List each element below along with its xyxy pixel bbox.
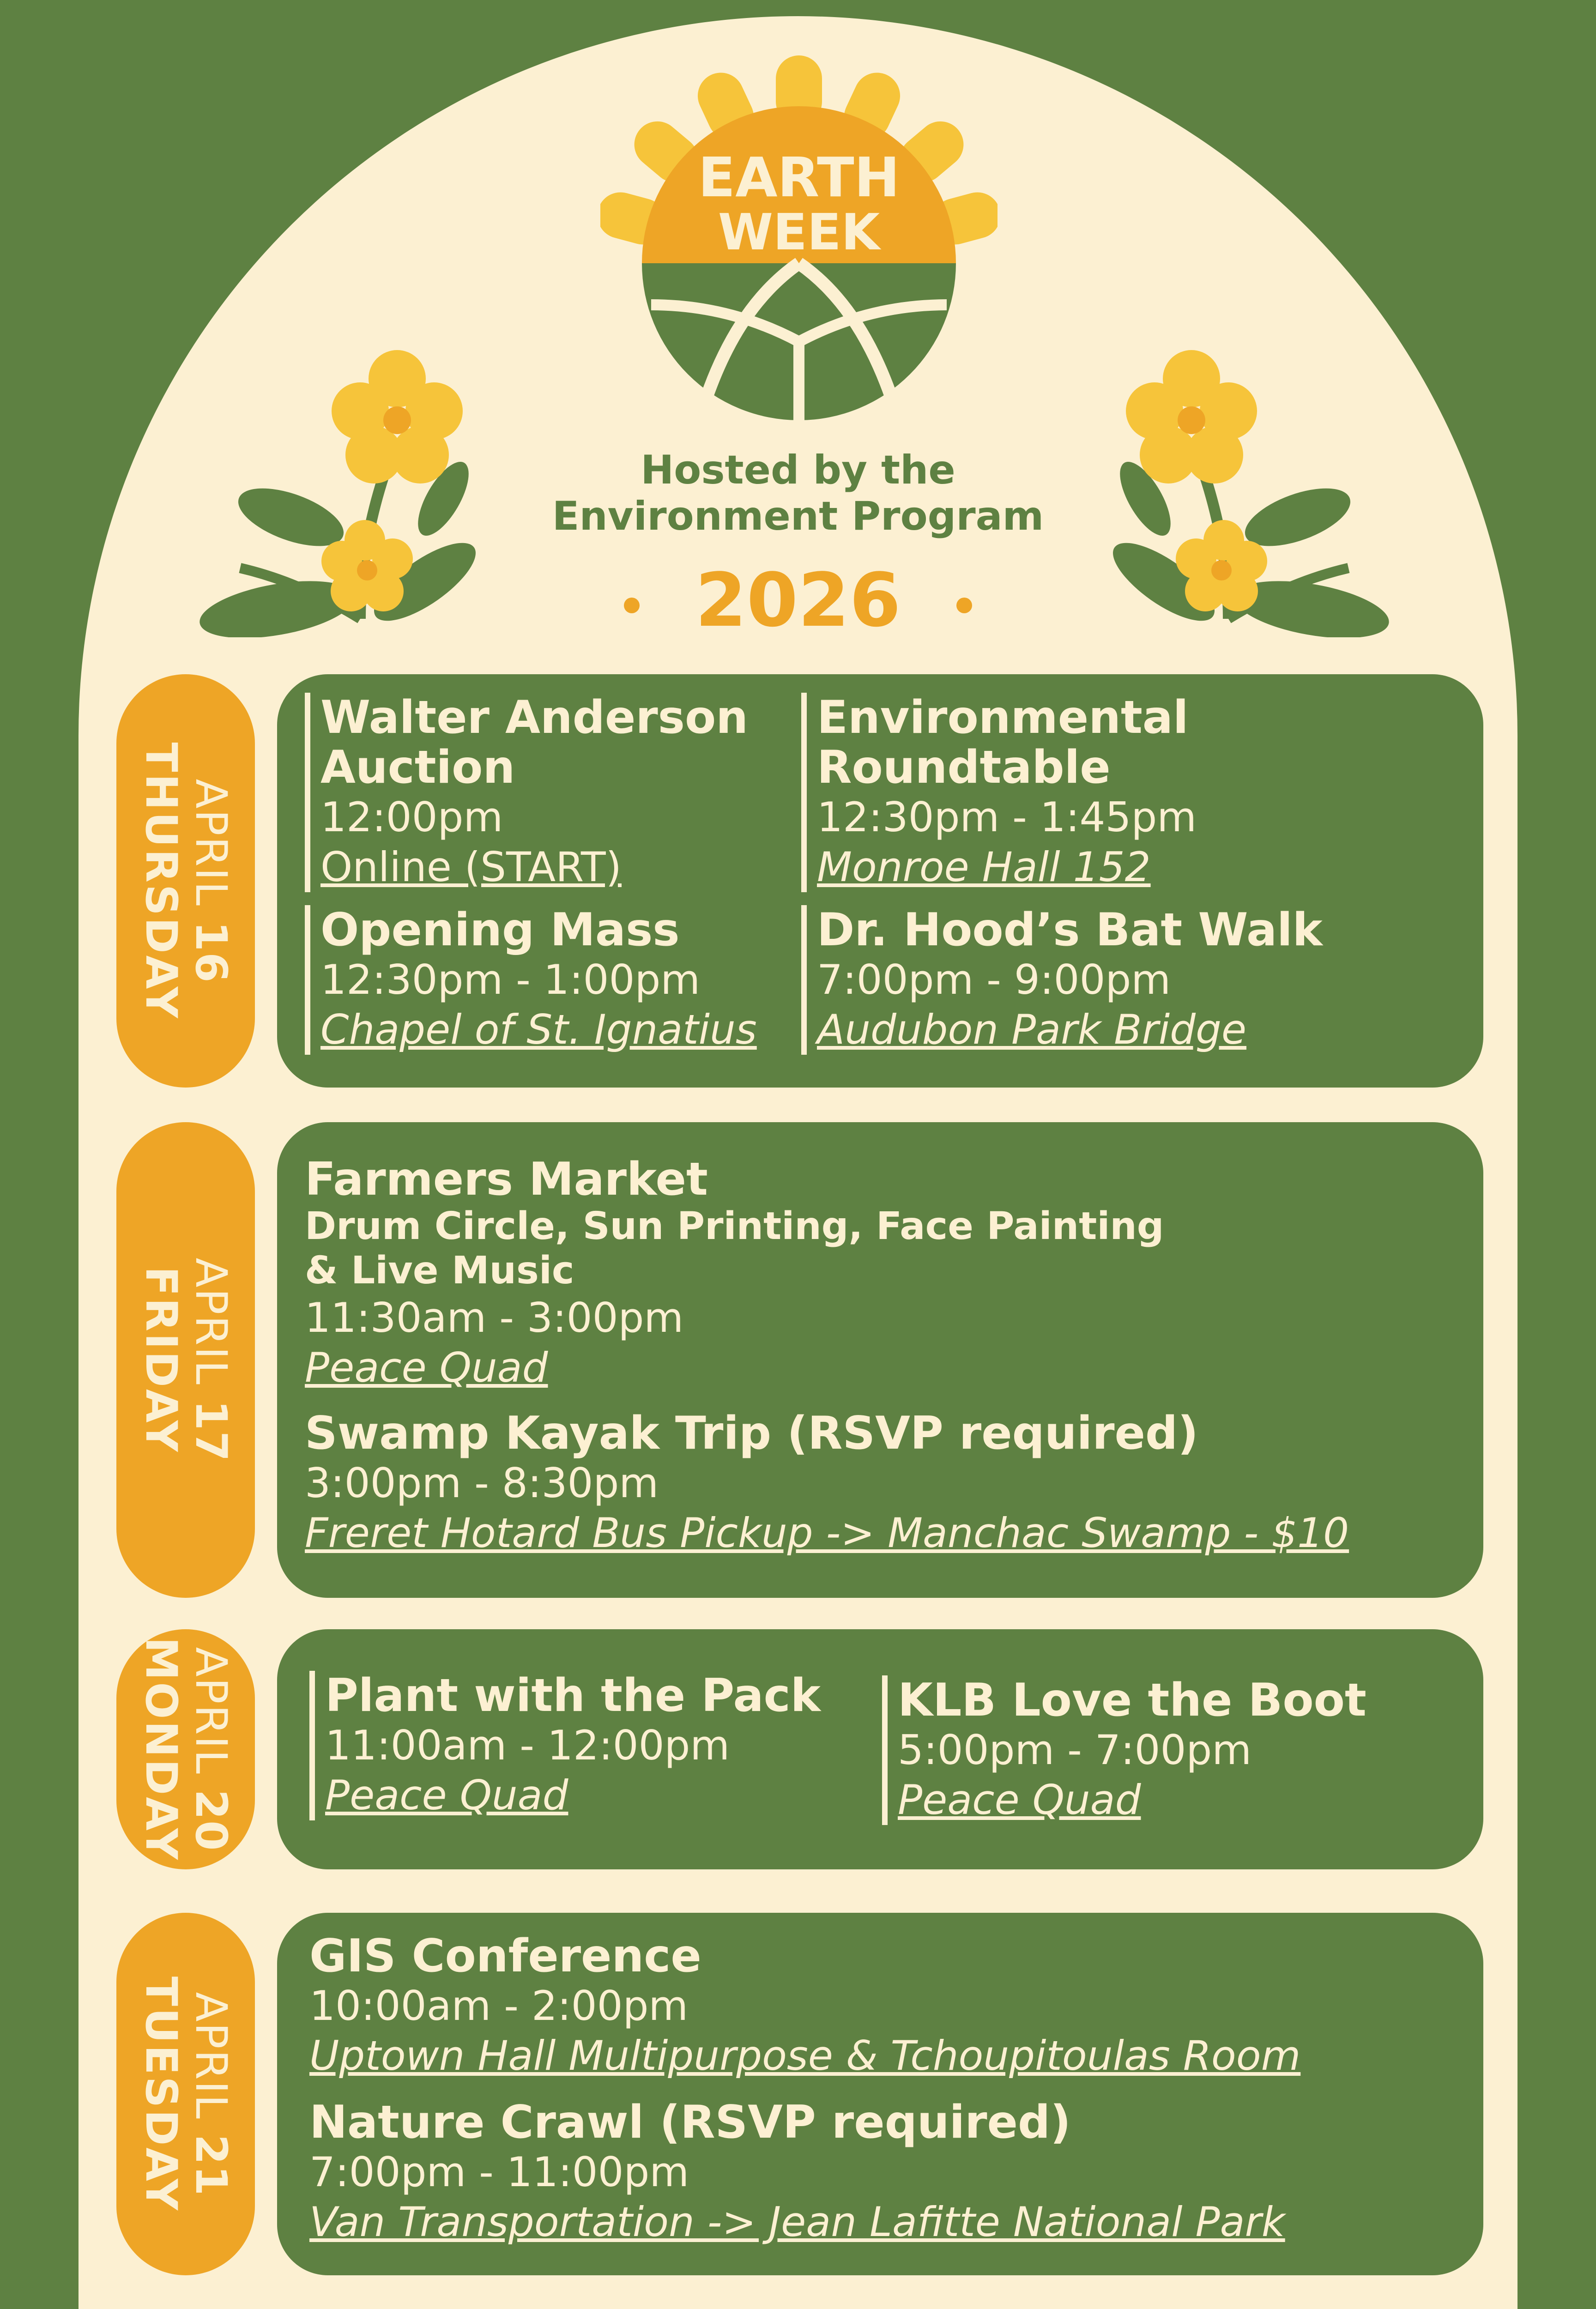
event-time: 5:00pm - 7:00pm bbox=[898, 1726, 1252, 1774]
event-time: 12:30pm - 1:00pm bbox=[320, 956, 701, 1003]
event-time: 10:00am - 2:00pm bbox=[309, 1982, 689, 2030]
day-weekday: FRIDAY bbox=[136, 1266, 186, 1454]
day-number: 21 bbox=[186, 2134, 236, 2197]
event-subtitle-line-2: & Live Music bbox=[305, 1249, 574, 1293]
day-tab-april-17 bbox=[116, 1122, 255, 1598]
event-opening-mass bbox=[305, 905, 757, 1055]
event-title: Swamp Kayak Trip (RSVP required) bbox=[305, 1407, 1198, 1460]
event-location: Freret Hotard Bus Pickup -> Manchac Swamp - $10 bbox=[305, 1509, 1349, 1557]
dot-icon bbox=[956, 598, 972, 613]
event-plant-with-the-pack bbox=[309, 1671, 821, 1820]
year-text: 2026 bbox=[695, 557, 901, 643]
day-card-april-20 bbox=[277, 1629, 1483, 1869]
year-banner bbox=[567, 554, 1029, 647]
event-location: Van Transportation -> Jean Lafitte National Park bbox=[309, 2198, 1285, 2246]
day-number: 16 bbox=[186, 921, 236, 984]
event-title: GIS Conference bbox=[309, 1930, 701, 1983]
event-location: Peace Quad bbox=[898, 1776, 1141, 1824]
day-month: APRIL bbox=[186, 1257, 236, 1385]
day-tab-april-20 bbox=[116, 1629, 255, 1869]
event-nature-crawl bbox=[309, 2097, 1285, 2247]
event-title: Plant with the Pack bbox=[325, 1669, 821, 1722]
logo-word-week: WEEK bbox=[718, 204, 880, 261]
day-month: APRIL bbox=[186, 778, 236, 907]
event-environmental-roundtable bbox=[801, 693, 1197, 892]
day-month: APRIL bbox=[186, 1647, 236, 1775]
event-time: 3:00pm - 8:30pm bbox=[305, 1459, 659, 1507]
day-weekday: THURSDAY bbox=[136, 742, 186, 1020]
day-tab-april-21 bbox=[116, 1913, 255, 2275]
event-location-link[interactable]: Online (START) bbox=[320, 843, 622, 891]
day-weekday: TUESDAY bbox=[136, 1976, 186, 2212]
event-walter-anderson-auction bbox=[305, 693, 748, 892]
hosted-line-2: Environment Program bbox=[552, 493, 1044, 539]
hosted-by bbox=[475, 447, 1121, 539]
hosted-line-1: Hosted by the bbox=[641, 447, 955, 493]
day-number: 17 bbox=[186, 1400, 236, 1463]
dot-icon bbox=[624, 598, 640, 613]
day-month: APRIL bbox=[186, 1991, 236, 2120]
event-time: 12:30pm - 1:45pm bbox=[817, 793, 1197, 841]
day-card-april-17 bbox=[277, 1122, 1483, 1598]
day-card-april-16 bbox=[277, 674, 1483, 1088]
event-time: 11:00am - 12:00pm bbox=[325, 1722, 730, 1769]
event-location: Audubon Park Bridge bbox=[817, 1006, 1247, 1053]
event-title-line-2: Roundtable bbox=[817, 741, 1111, 794]
event-title: Environmental bbox=[817, 691, 1189, 744]
event-title: Dr. Hood’s Bat Walk bbox=[817, 904, 1323, 956]
event-location: Peace Quad bbox=[325, 1771, 568, 1819]
day-weekday: MONDAY bbox=[136, 1637, 186, 1862]
day-number: 20 bbox=[186, 1789, 236, 1852]
event-title: Nature Crawl (RSVP required) bbox=[309, 2096, 1071, 2149]
event-location: Chapel of St. Ignatius bbox=[320, 1006, 757, 1053]
event-klb-love-the-boot bbox=[882, 1675, 1366, 1825]
logo-word-earth: EARTH bbox=[698, 145, 900, 209]
event-time: 7:00pm - 9:00pm bbox=[817, 956, 1171, 1003]
event-swamp-kayak-trip bbox=[305, 1408, 1349, 1558]
earth-week-logo bbox=[600, 46, 998, 453]
event-farmers-market bbox=[305, 1154, 1164, 1393]
event-gis-conference bbox=[309, 1931, 1300, 2081]
event-title: Walter Anderson bbox=[320, 691, 749, 744]
event-title: Farmers Market bbox=[305, 1153, 708, 1206]
event-time: 12:00pm bbox=[320, 793, 503, 841]
event-location: Peace Quad bbox=[305, 1344, 548, 1391]
day-card-april-21 bbox=[277, 1913, 1483, 2275]
event-location: Monroe Hall 152 bbox=[817, 843, 1151, 891]
event-time: 7:00pm - 11:00pm bbox=[309, 2148, 689, 2196]
day-tab-april-16 bbox=[116, 674, 255, 1088]
event-time: 11:30am - 3:00pm bbox=[305, 1294, 684, 1342]
event-location: Uptown Hall Multipurpose & Tchoupitoulas Room bbox=[309, 2032, 1301, 2079]
event-bat-walk bbox=[801, 905, 1323, 1055]
event-title-line-2: Auction bbox=[320, 741, 515, 794]
event-title: Opening Mass bbox=[320, 904, 680, 956]
event-title: KLB Love the Boot bbox=[898, 1674, 1366, 1727]
event-subtitle: Drum Circle, Sun Printing, Face Painting bbox=[305, 1204, 1164, 1248]
